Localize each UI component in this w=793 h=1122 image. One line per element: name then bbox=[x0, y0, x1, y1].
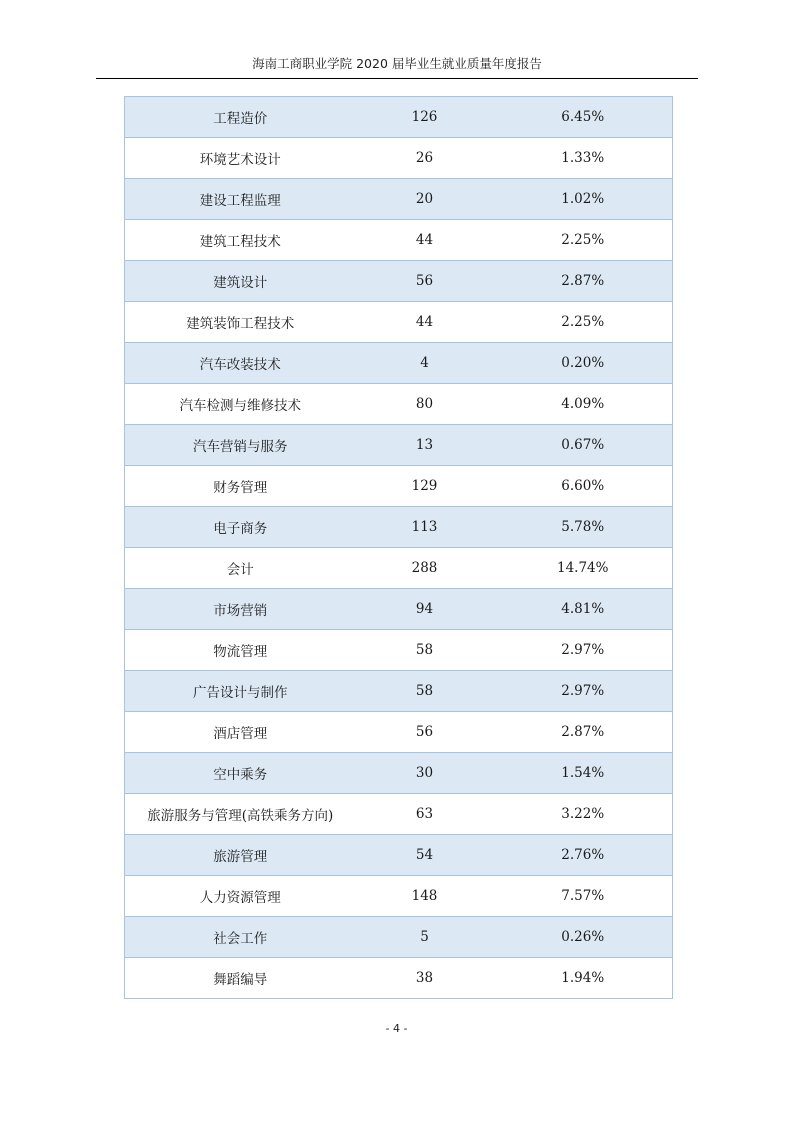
major-name-cell: 人力资源管理 bbox=[125, 876, 356, 917]
report-title: 海南工商职业学院 2020 届毕业生就业质量年度报告 bbox=[252, 56, 542, 71]
major-name-cell: 汽车检测与维修技术 bbox=[125, 384, 356, 425]
table-row bbox=[125, 384, 673, 425]
percentage-cell: 2.87% bbox=[494, 261, 673, 302]
table-row bbox=[125, 548, 673, 589]
percentage-cell: 1.94% bbox=[494, 958, 673, 999]
graduate-count-cell: 148 bbox=[356, 876, 494, 917]
major-name-cell: 建筑设计 bbox=[125, 261, 356, 302]
percentage-cell: 14.74% bbox=[494, 548, 673, 589]
graduate-count-cell: 58 bbox=[356, 630, 494, 671]
major-name-cell: 建设工程监理 bbox=[125, 179, 356, 220]
percentage-cell: 1.54% bbox=[494, 753, 673, 794]
graduate-count-cell: 38 bbox=[356, 958, 494, 999]
graduate-count-cell: 56 bbox=[356, 261, 494, 302]
percentage-cell: 1.33% bbox=[494, 138, 673, 179]
graduate-count-cell: 30 bbox=[356, 753, 494, 794]
percentage-cell: 0.26% bbox=[494, 917, 673, 958]
graduate-count-cell: 5 bbox=[356, 917, 494, 958]
graduate-count-cell: 44 bbox=[356, 220, 494, 261]
table-row bbox=[125, 466, 673, 507]
table-row bbox=[125, 589, 673, 630]
graduate-count-cell: 126 bbox=[356, 97, 494, 138]
major-name-cell: 酒店管理 bbox=[125, 712, 356, 753]
percentage-cell: 6.60% bbox=[494, 466, 673, 507]
major-name-cell: 汽车营销与服务 bbox=[125, 425, 356, 466]
table-row bbox=[125, 179, 673, 220]
graduate-count-cell: 58 bbox=[356, 671, 494, 712]
table-row bbox=[125, 671, 673, 712]
table-row bbox=[125, 712, 673, 753]
table-row bbox=[125, 835, 673, 876]
major-name-cell: 环境艺术设计 bbox=[125, 138, 356, 179]
graduate-count-cell: 20 bbox=[356, 179, 494, 220]
graduate-count-cell: 13 bbox=[356, 425, 494, 466]
page-header bbox=[96, 52, 698, 79]
percentage-cell: 4.81% bbox=[494, 589, 673, 630]
percentage-cell: 6.45% bbox=[494, 97, 673, 138]
major-name-cell: 物流管理 bbox=[125, 630, 356, 671]
percentage-cell: 5.78% bbox=[494, 507, 673, 548]
page-number: - 4 - bbox=[385, 1022, 408, 1035]
major-statistics-table-container bbox=[124, 96, 672, 999]
graduate-count-cell: 94 bbox=[356, 589, 494, 630]
table-row bbox=[125, 917, 673, 958]
major-statistics-table bbox=[124, 96, 673, 999]
percentage-cell: 2.25% bbox=[494, 220, 673, 261]
major-name-cell: 汽车改装技术 bbox=[125, 343, 356, 384]
graduate-count-cell: 288 bbox=[356, 548, 494, 589]
percentage-cell: 2.97% bbox=[494, 630, 673, 671]
percentage-cell: 4.09% bbox=[494, 384, 673, 425]
percentage-cell: 0.67% bbox=[494, 425, 673, 466]
percentage-cell: 2.97% bbox=[494, 671, 673, 712]
percentage-cell: 0.20% bbox=[494, 343, 673, 384]
major-name-cell: 建筑装饰工程技术 bbox=[125, 302, 356, 343]
percentage-cell: 2.87% bbox=[494, 712, 673, 753]
table-row bbox=[125, 876, 673, 917]
major-name-cell: 广告设计与制作 bbox=[125, 671, 356, 712]
major-name-cell: 建筑工程技术 bbox=[125, 220, 356, 261]
major-name-cell: 舞蹈编导 bbox=[125, 958, 356, 999]
percentage-cell: 3.22% bbox=[494, 794, 673, 835]
graduate-count-cell: 113 bbox=[356, 507, 494, 548]
table-row bbox=[125, 794, 673, 835]
percentage-cell: 1.02% bbox=[494, 179, 673, 220]
graduate-count-cell: 129 bbox=[356, 466, 494, 507]
table-row bbox=[125, 958, 673, 999]
table-body bbox=[125, 97, 673, 999]
table-row bbox=[125, 425, 673, 466]
graduate-count-cell: 80 bbox=[356, 384, 494, 425]
major-name-cell: 电子商务 bbox=[125, 507, 356, 548]
major-name-cell: 工程造价 bbox=[125, 97, 356, 138]
table-row bbox=[125, 507, 673, 548]
major-name-cell: 市场营销 bbox=[125, 589, 356, 630]
table-row bbox=[125, 302, 673, 343]
table-row bbox=[125, 630, 673, 671]
graduate-count-cell: 44 bbox=[356, 302, 494, 343]
percentage-cell: 7.57% bbox=[494, 876, 673, 917]
graduate-count-cell: 26 bbox=[356, 138, 494, 179]
percentage-cell: 2.76% bbox=[494, 835, 673, 876]
major-name-cell: 旅游服务与管理(高铁乘务方向) bbox=[125, 794, 356, 835]
graduate-count-cell: 54 bbox=[356, 835, 494, 876]
table-row bbox=[125, 138, 673, 179]
graduate-count-cell: 63 bbox=[356, 794, 494, 835]
graduate-count-cell: 56 bbox=[356, 712, 494, 753]
major-name-cell: 会计 bbox=[125, 548, 356, 589]
table-row bbox=[125, 343, 673, 384]
major-name-cell: 空中乘务 bbox=[125, 753, 356, 794]
table-row bbox=[125, 753, 673, 794]
table-row bbox=[125, 97, 673, 138]
table-row bbox=[125, 261, 673, 302]
graduate-count-cell: 4 bbox=[356, 343, 494, 384]
percentage-cell: 2.25% bbox=[494, 302, 673, 343]
major-name-cell: 旅游管理 bbox=[125, 835, 356, 876]
table-row bbox=[125, 220, 673, 261]
major-name-cell: 财务管理 bbox=[125, 466, 356, 507]
major-name-cell: 社会工作 bbox=[125, 917, 356, 958]
page-footer bbox=[0, 1022, 793, 1035]
